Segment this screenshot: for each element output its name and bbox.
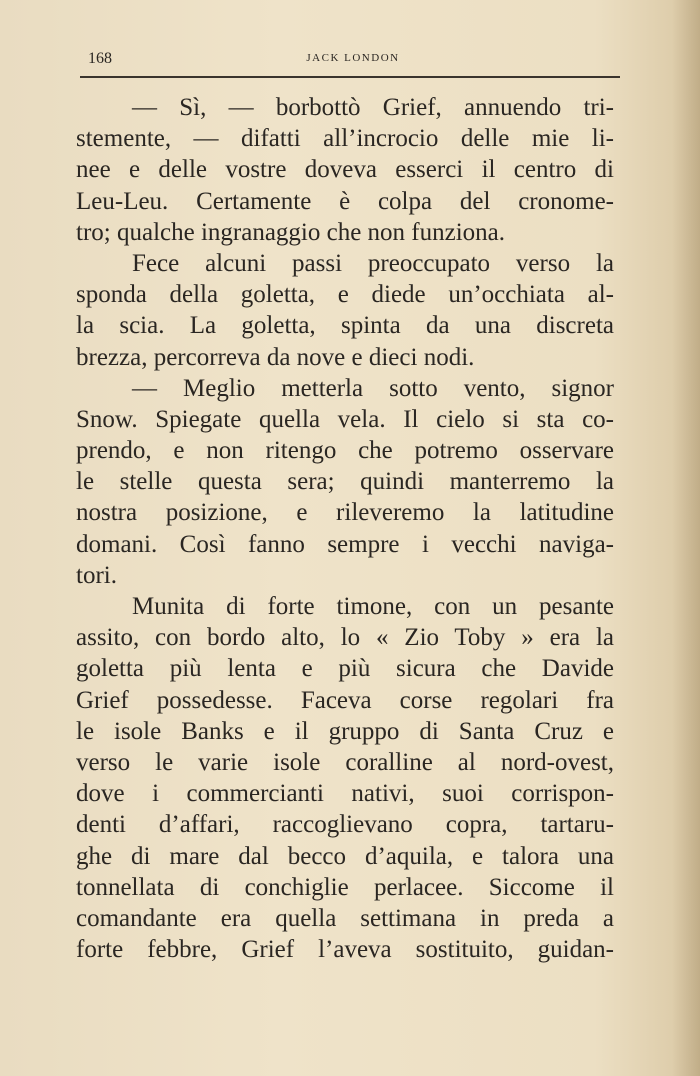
body-text — [76, 92, 614, 965]
header-rule — [80, 76, 620, 78]
text-line: goletta più lenta e più sicura che Davide — [76, 655, 614, 683]
text-line: Leu-Leu. Certamente è colpa del cronome- — [76, 187, 614, 215]
text-line: nostra posizione, e rileveremo la latitudine — [76, 499, 614, 527]
text-line: forte febbre, Grief l’aveva sostituito, guidan- — [76, 936, 614, 964]
text-line: tori. — [76, 561, 117, 589]
text-line: comandante era quella settimana in preda a — [76, 904, 614, 932]
text-line: la scia. La goletta, spinta da una discreta — [76, 312, 614, 340]
text-line: denti d’affari, raccoglievano copra, tartaru- — [76, 811, 614, 839]
text-line: domani. Così fanno sempre i vecchi naviga- — [76, 530, 614, 558]
text-line: Fece alcuni passi preoccupato verso la — [132, 249, 614, 277]
text-line: — Sì, — borbottò Grief, annuendo tri- — [132, 94, 614, 121]
text-line: prendo, e non ritengo che potremo osservare — [76, 437, 614, 465]
text-line: verso le varie isole coralline al nord-ovest, — [76, 748, 614, 776]
text-line: Snow. Spiegate quella vela. Il cielo si sta co- — [76, 405, 614, 433]
running-title: JACK LONDON — [306, 52, 400, 64]
text-line: stemente, — difatti all’incrocio delle mie li- — [76, 125, 614, 153]
page-header — [88, 50, 618, 72]
text-line: le isole Banks e il gruppo di Santa Cruz e — [76, 717, 614, 745]
text-line: tonnellata di conchiglie perlacee. Siccome il — [76, 873, 614, 901]
text-line: assito, con bordo alto, lo « Zio Toby » era la — [76, 624, 614, 652]
text-line: sponda della goletta, e diede un’occhiata al- — [76, 281, 614, 309]
text-line: dove i commercianti nativi, suoi corrispon- — [76, 780, 614, 808]
text-line: nee e delle vostre doveva esserci il centro di — [76, 156, 614, 184]
page-number: 168 — [88, 50, 112, 67]
text-line: Munita di forte timone, con un pesante — [132, 593, 614, 620]
text-line: — Meglio metterla sotto vento, signor — [132, 374, 614, 402]
text-line: tro; qualche ingranaggio che non funziona. — [76, 218, 506, 246]
text-line: ghe di mare dal becco d’aquila, e talora una — [76, 842, 614, 870]
text-line: brezza, percorreva da nove e dieci nodi. — [76, 343, 475, 371]
text-line: le stelle questa sera; quindi manterremo la — [76, 468, 614, 496]
text-line: Grief possedesse. Faceva corse regolari fra — [76, 686, 614, 714]
